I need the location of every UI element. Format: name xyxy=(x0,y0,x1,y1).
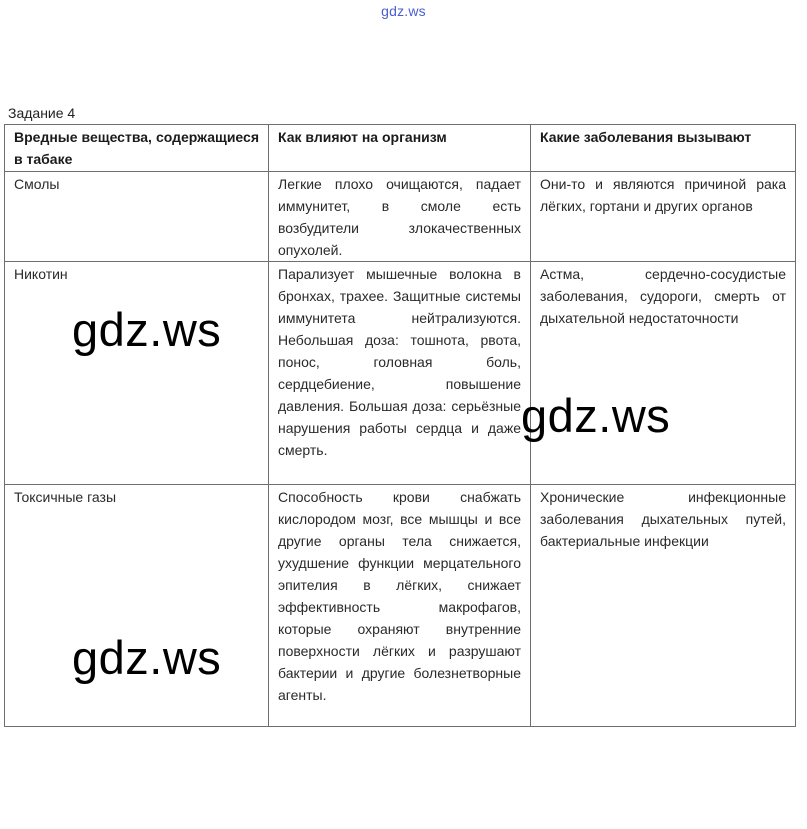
cell-diseases: Хронические инфекционные заболевания дыхательных путей, бактериальные инфекции xyxy=(531,485,796,727)
table-row xyxy=(5,485,796,727)
column-header-diseases: Какие заболевания вызывают xyxy=(531,125,796,172)
task-title: Задание 4 xyxy=(8,105,76,121)
cell-substance: Смолы xyxy=(5,172,269,262)
column-header-effect: Как влияют на организм xyxy=(269,125,531,172)
site-header-link[interactable]: gdz.ws xyxy=(381,3,426,19)
watermark: gdz.ws xyxy=(521,389,671,442)
column-header-substance: Вредные вещества, содержащиеся в табаке xyxy=(5,125,269,172)
table-row xyxy=(5,262,796,485)
watermark: gdz.ws xyxy=(72,631,222,684)
cell-effect: Способность крови снабжать кислородом мозг, все мышцы и все другие органы тела снижается, ухудшение функции мерцательного эпителия в лёгких, снижает эффективность макрофагов, которые охраняют внутренние поверхности лёгких и разрушают бактерии и другие болезнетворные агенты. xyxy=(269,485,531,727)
cell-substance: Никотин xyxy=(5,262,269,485)
cell-diseases: Они-то и являются причиной рака лёгких, гортани и других органов xyxy=(531,172,796,262)
cell-effect: Легкие плохо очищаются, падает иммунитет, в смоле есть возбудители злокачественных опухолей. xyxy=(269,172,531,262)
watermark: gdz.ws xyxy=(72,303,222,356)
table-header-row xyxy=(5,125,796,172)
cell-effect: Парализует мышечные волокна в бронхах, трахее. Защитные системы иммунитета нейтрализуются. Небольшая доза: тошнота, рвота, понос, головная боль, сердцебиение, повышение давления. Большая доза: серьёзные нарушения работы сердца и даже смерть. xyxy=(269,262,531,485)
cell-diseases: Астма, сердечно-сосудистые заболевания, судороги, смерть от дыхательной недостаточности xyxy=(531,262,796,485)
table-row xyxy=(5,172,796,262)
cell-substance: Токсичные газы xyxy=(5,485,269,727)
